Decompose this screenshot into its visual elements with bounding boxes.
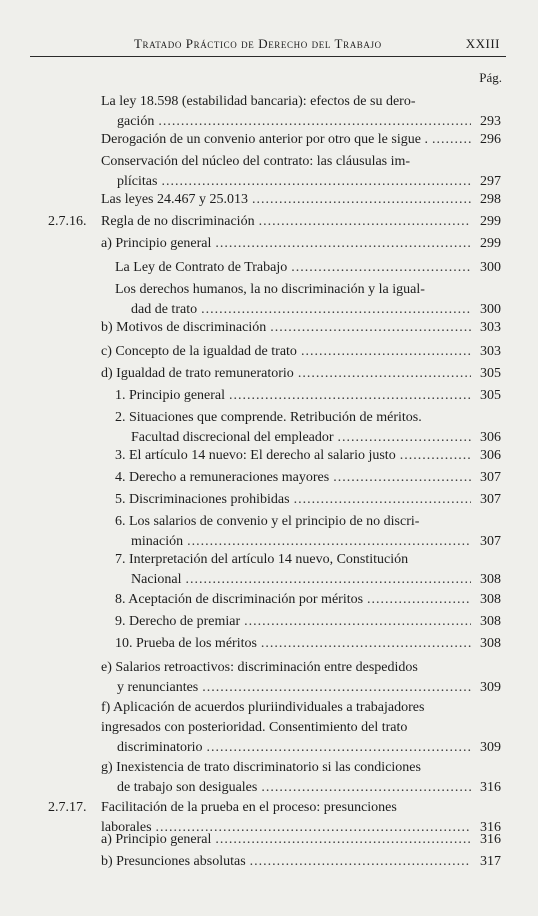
toc-entry-title: 8. Aceptación de discriminación por méritos — [115, 592, 364, 607]
dot-leader — [333, 468, 471, 488]
dot-leader — [158, 112, 471, 132]
toc-entry-page: 299 — [480, 236, 501, 251]
toc-entry[interactable] — [101, 92, 501, 132]
page-column-label: Pág. — [479, 70, 502, 85]
toc-entry-final-line — [115, 386, 501, 406]
toc-entry-title: gación — [117, 114, 155, 129]
toc-entry-page: 309 — [480, 740, 501, 755]
toc-entry[interactable] — [101, 234, 501, 254]
dot-leader — [291, 258, 471, 278]
toc-entry-title: plícitas — [117, 174, 158, 189]
toc-entry-final-line — [115, 468, 501, 488]
toc-entry-page: 305 — [480, 388, 501, 403]
toc-entry[interactable] — [115, 512, 501, 552]
toc-entry-final-line — [115, 258, 501, 278]
toc-entry-page: 296 — [480, 132, 501, 147]
toc-entry-title: c) Concepto de la igualdad de trato — [101, 344, 297, 359]
toc-entry-final-line — [101, 212, 501, 232]
dot-leader — [187, 532, 471, 552]
toc-entry-title: b) Motivos de discriminación — [101, 320, 267, 335]
toc-entry-title: de trabajo son desiguales — [117, 780, 258, 795]
toc-entry-final-line — [101, 364, 501, 384]
toc-entry-page: 308 — [480, 636, 501, 651]
toc-entry-title: 1. Principio general — [115, 388, 226, 403]
toc-entry-final-line — [115, 300, 501, 320]
toc-entry-page: 309 — [480, 680, 501, 695]
toc-entry-page: 317 — [480, 854, 501, 869]
toc-entry-page: 300 — [480, 260, 501, 275]
toc-entry-title: d) Igualdad de trato remuneratorio — [101, 366, 294, 381]
toc-entry-line: La ley 18.598 (estabilidad bancaria): efectos de su dero- — [101, 94, 416, 109]
toc-entry[interactable] — [101, 190, 501, 210]
toc-entry-final-line — [101, 130, 501, 150]
toc-entry-title: a) Principio general — [101, 236, 212, 251]
toc-entry-page: 293 — [480, 114, 501, 129]
toc-entry[interactable] — [115, 468, 501, 488]
toc-entry[interactable] — [101, 318, 501, 338]
dot-leader — [250, 852, 471, 872]
toc-entry-title: b) Presunciones absolutas — [101, 854, 246, 869]
toc-entry-final-line — [101, 830, 501, 850]
toc-entry-final-line — [115, 490, 501, 510]
toc-entry[interactable] — [101, 698, 501, 758]
dot-leader — [261, 634, 471, 654]
dot-leader — [259, 212, 471, 232]
dot-leader — [298, 364, 471, 384]
dot-leader — [244, 612, 471, 632]
toc-entry-final-line — [115, 634, 501, 654]
toc-entry-title: 9. Derecho de premiar — [115, 614, 241, 629]
toc-entry-title: 5. Discriminaciones prohibidas — [115, 492, 290, 507]
toc-entry[interactable] — [115, 590, 501, 610]
toc-entry-final-line — [115, 428, 501, 448]
toc-entry-page: 308 — [480, 592, 501, 607]
toc-entry-page: 306 — [480, 430, 501, 445]
toc-entry[interactable] — [101, 152, 501, 192]
toc-entry-page: 307 — [480, 492, 501, 507]
toc-entry[interactable] — [101, 212, 501, 232]
toc-entry[interactable] — [115, 408, 501, 448]
toc-entry[interactable] — [115, 490, 501, 510]
toc-entry-final-line — [101, 172, 501, 192]
toc-entry-page: 308 — [480, 572, 501, 587]
dot-leader — [186, 570, 471, 590]
toc-entry-final-line — [101, 234, 501, 254]
toc-entry[interactable] — [101, 658, 501, 698]
toc-entry-final-line — [101, 190, 501, 210]
toc-entry-line: f) Aplicación de acuerdos pluriindividuales a trabajadores — [101, 700, 425, 715]
toc-entry-line: Los derechos humanos, la no discriminación y la igual- — [115, 282, 425, 297]
toc-entry-line: ingresados con posterioridad. Consentimiento del trato — [101, 720, 408, 735]
dot-leader — [301, 342, 471, 362]
toc-entry-title: y renunciantes — [117, 680, 199, 695]
toc-entry[interactable] — [115, 258, 501, 278]
dot-leader — [338, 428, 471, 448]
toc-entry-title: discriminatorio — [117, 740, 203, 755]
toc-entry-page: 306 — [480, 448, 501, 463]
toc-entry-final-line — [101, 318, 501, 338]
toc-entry-page: 316 — [480, 820, 501, 835]
toc-entry[interactable] — [101, 852, 501, 872]
section-number: 2.7.17. — [48, 800, 87, 815]
toc-entry-title: 10. Prueba de los méritos — [115, 636, 257, 651]
toc-entry-title: 3. El artículo 14 nuevo: El derecho al salario justo — [115, 448, 396, 463]
dot-leader — [270, 318, 471, 338]
toc-entry-page: 307 — [480, 534, 501, 549]
toc-entry-final-line — [101, 678, 501, 698]
toc-entry-page: 299 — [480, 214, 501, 229]
toc-entry-line: 7. Interpretación del artículo 14 nuevo, Constitución — [115, 552, 409, 567]
toc-entry-final-line — [101, 738, 501, 758]
toc-entry-title: Derogación de un convenio anterior por otro que le sigue . — [101, 132, 428, 147]
dot-leader — [161, 172, 471, 192]
dot-leader — [215, 830, 471, 850]
toc-entry[interactable] — [115, 446, 501, 466]
toc-entry-page: 303 — [480, 320, 501, 335]
toc-entry-line: 2. Situaciones que comprende. Retribución de méritos. — [115, 410, 422, 425]
toc-entry-page: 300 — [480, 302, 501, 317]
toc-entry[interactable] — [101, 758, 501, 798]
section-number: 2.7.16. — [48, 214, 87, 229]
toc-entry-page: 308 — [480, 614, 501, 629]
toc-entry-title: Nacional — [131, 572, 182, 587]
toc-entry-page: 298 — [480, 192, 501, 207]
toc-entry[interactable] — [115, 550, 501, 590]
toc-entry[interactable] — [101, 830, 501, 850]
toc-entry-final-line — [115, 590, 501, 610]
toc-entry-page: 303 — [480, 344, 501, 359]
toc-entry[interactable] — [115, 386, 501, 406]
dot-leader — [202, 678, 471, 698]
toc-entry[interactable] — [115, 634, 501, 654]
dot-leader — [207, 738, 471, 758]
toc-entry[interactable] — [101, 130, 501, 150]
dot-leader — [367, 590, 471, 610]
toc-entry-page: 305 — [480, 366, 501, 381]
dot-leader — [252, 190, 471, 210]
toc-entry-title: Regla de no discriminación — [101, 214, 255, 229]
book-title: Tratado Práctico de Derecho del Trabajo — [134, 36, 382, 51]
toc-entry-final-line — [101, 778, 501, 798]
toc-entry-final-line — [115, 570, 501, 590]
toc-entry-final-line — [101, 342, 501, 362]
dot-leader — [215, 234, 471, 254]
toc-entry-title: dad de trato — [131, 302, 198, 317]
dot-leader — [229, 386, 471, 406]
dot-leader — [432, 130, 471, 150]
dot-leader — [400, 446, 471, 466]
toc-entry-title: Las leyes 24.467 y 25.013 — [101, 192, 248, 207]
toc-entry-line: 6. Los salarios de convenio y el principio de no discri- — [115, 514, 420, 529]
toc-entry-page: 297 — [480, 174, 501, 189]
toc-entry[interactable] — [115, 612, 501, 632]
dot-leader — [294, 490, 471, 510]
toc-entry-line: e) Salarios retroactivos: discriminación entre despedidos — [101, 660, 418, 675]
toc-entry-final-line — [101, 112, 501, 132]
toc-entry-line: Conservación del núcleo del contrato: las cláusulas im- — [101, 154, 411, 169]
toc-entry-title: Facultad discrecional del empleador — [131, 430, 334, 445]
toc-entry-page: 316 — [480, 780, 501, 795]
toc-entry-title: a) Principio general — [101, 832, 212, 847]
toc-entry-final-line — [115, 532, 501, 552]
toc-entry-line: g) Inexistencia de trato discriminatorio si las condiciones — [101, 760, 421, 775]
toc-entry-final-line — [115, 612, 501, 632]
toc-entry-final-line — [101, 852, 501, 872]
toc-entry-final-line — [115, 446, 501, 466]
running-header — [30, 36, 506, 57]
dot-leader — [201, 300, 471, 320]
dot-leader — [261, 778, 471, 798]
toc-entry-title: laborales — [101, 820, 152, 835]
toc-entry[interactable] — [101, 364, 501, 384]
page-number: XXIII — [465, 36, 500, 51]
toc-entry-title: La Ley de Contrato de Trabajo — [115, 260, 288, 275]
toc-entry-title: 4. Derecho a remuneraciones mayores — [115, 470, 330, 485]
toc-entry-line: Facilitación de la prueba en el proceso: presunciones — [101, 800, 397, 815]
toc-entry-title: minación — [131, 534, 184, 549]
toc-entry-page: 316 — [480, 832, 501, 847]
toc-entry-page: 307 — [480, 470, 501, 485]
toc-entry[interactable] — [101, 342, 501, 362]
toc-entry[interactable] — [115, 280, 501, 320]
